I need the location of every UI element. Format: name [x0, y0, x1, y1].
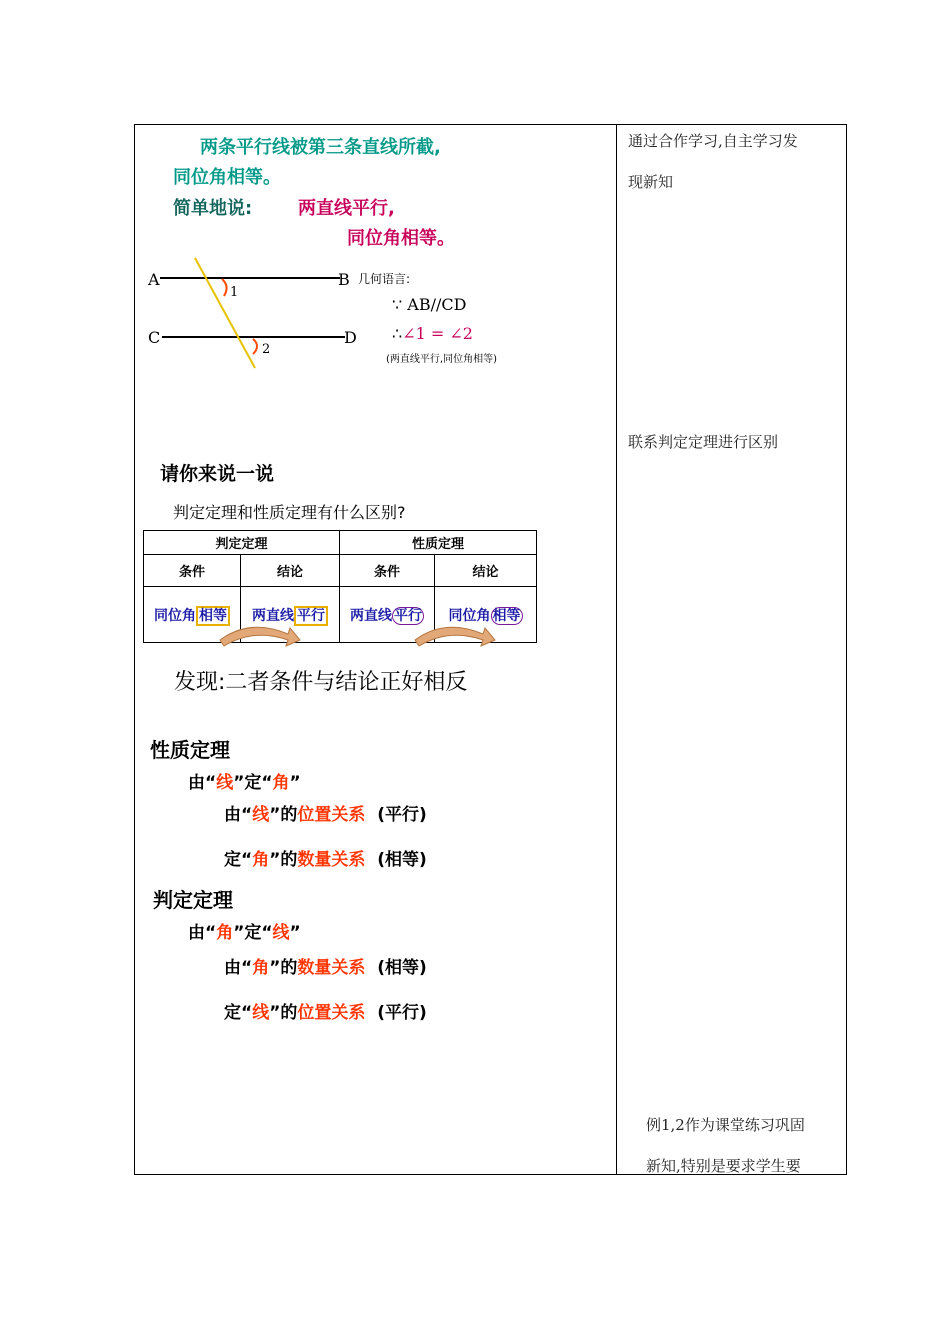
curved-arrow-icon: [415, 627, 495, 646]
angle2-text: 2: [462, 324, 473, 343]
cell-text: 两直线: [350, 607, 392, 624]
cell-text: 同位角: [448, 607, 491, 624]
sidebar-note-1b: 现新知: [628, 173, 674, 191]
judge-title: 判定定理: [153, 888, 233, 912]
highlight-box: 平行: [294, 606, 328, 626]
highlight-box: 相等: [196, 606, 230, 626]
transversal-line: [195, 258, 255, 368]
discuss-title: 请你来说一说: [160, 463, 275, 485]
geometry-language-title: 几何语言:: [358, 272, 411, 286]
label-d: D: [344, 328, 357, 347]
header-judge: 判定定理: [144, 531, 340, 555]
angle1-text: 1: [415, 324, 426, 343]
angle-1-label: 1: [230, 285, 239, 300]
discuss-question: 判定定理和性质定理有什么区别?: [173, 503, 406, 522]
angle-symbol-icon: ∠: [402, 324, 416, 343]
judge-line-2: 由“角”的数量关系 (相等): [224, 958, 427, 978]
property-line-2: 由“线”的位置关系 (平行): [224, 805, 427, 825]
angle-2-label: 2: [262, 342, 271, 357]
header-cond-1: 条件: [144, 555, 241, 587]
therefore-symbol: ∴: [392, 324, 403, 343]
reason-text: (两直线平行,同位角相等): [386, 354, 497, 365]
header-property: 性质定理: [340, 531, 537, 555]
header-cond-2: 条件: [340, 555, 435, 587]
simple-statement-a: 两直线平行,: [298, 198, 395, 219]
highlight-oval: 相等: [492, 607, 521, 624]
finding-text: 发现:二者条件与结论正好相反: [174, 670, 468, 695]
simple-statement-b: 同位角相等。: [347, 228, 455, 249]
cell-text: 两直线: [252, 607, 294, 624]
curved-arrow-icon: [220, 627, 300, 646]
theorem-line-1: 两条平行线被第三条直线所截,: [200, 137, 441, 158]
arrow-icons: [210, 620, 530, 650]
sidebar-note-3b: 新知,特别是要求学生要: [646, 1157, 801, 1175]
sidebar-note-1a: 通过合作学习,自主学习发: [628, 132, 798, 150]
property-line-3: 定“角”的数量关系 (相等): [224, 850, 427, 870]
judge-line-1: 由“角”定“线”: [188, 923, 301, 943]
column-divider: [616, 124, 617, 1175]
label-a: A: [148, 270, 160, 289]
label-c: C: [148, 328, 161, 347]
property-title: 性质定理: [150, 738, 230, 762]
label-b: B: [338, 270, 350, 289]
header-concl-2: 结论: [435, 555, 537, 587]
theorem-line-2: 同位角相等。: [173, 167, 281, 188]
sidebar-note-3a: 例1,2作为课堂练习巩固: [646, 1116, 805, 1134]
equals-sign: =: [430, 324, 445, 343]
angle-symbol-icon: ∠: [449, 324, 463, 343]
parallel-lines-figure: [140, 250, 370, 380]
header-concl-1: 结论: [241, 555, 340, 587]
simple-prefix: 简单地说:: [173, 198, 253, 219]
cell-text: 同位角: [154, 607, 196, 624]
angle-2-arc: [253, 339, 257, 354]
sidebar-note-2: 联系判定定理进行区别: [628, 433, 779, 451]
therefore-statement: [392, 324, 473, 343]
angle-1-arc: [222, 279, 227, 296]
because-statement: ∵ AB//CD: [392, 295, 467, 314]
highlight-oval: 平行: [394, 607, 422, 624]
property-line-1: 由“线”定“角”: [188, 773, 301, 793]
judge-line-3: 定“线”的位置关系 (平行): [224, 1003, 427, 1023]
